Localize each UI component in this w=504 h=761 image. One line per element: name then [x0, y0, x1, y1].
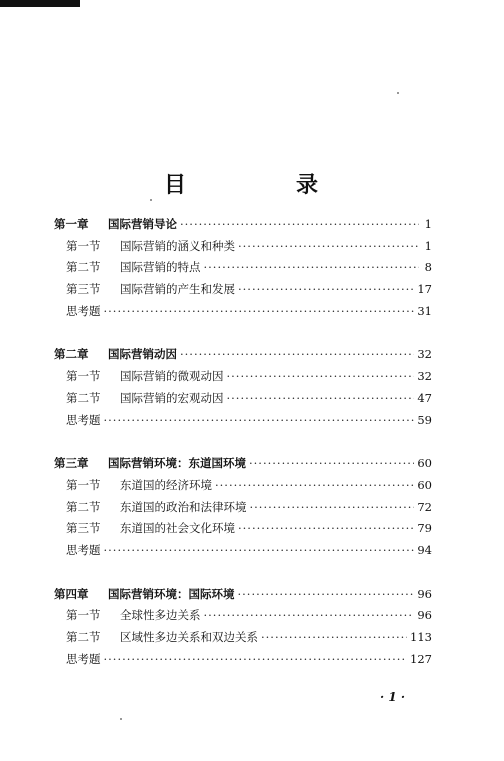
page-number: · 1 ·	[380, 690, 406, 704]
section-number: 思考题	[66, 412, 101, 427]
toc-section-row[interactable]	[54, 279, 432, 301]
leader-dots	[261, 627, 407, 649]
toc-chapter-row[interactable]	[54, 453, 432, 475]
leader-dots	[104, 649, 408, 671]
leader-dots	[238, 584, 415, 606]
leader-dots	[238, 279, 414, 301]
section-number: 第三节	[66, 282, 101, 297]
leader-dots	[249, 453, 414, 475]
section-number: 思考题	[66, 542, 101, 557]
section-title: 国际营销的微观动因	[120, 369, 224, 384]
section-page: 59	[417, 412, 432, 427]
section-page: 31	[417, 303, 432, 318]
chapter-title: 国际营销环境：东道国环境	[108, 456, 246, 471]
toc-section-row[interactable]	[54, 605, 432, 627]
section-title: 区域性多边关系和双边关系	[120, 630, 258, 644]
chapter-number: 第三章	[54, 456, 89, 471]
table-of-contents	[54, 214, 432, 670]
section-number: 第二节	[66, 390, 101, 405]
leader-dots	[104, 540, 415, 562]
section-number: 第一节	[66, 369, 101, 384]
section-title: 国际营销的宏观动因	[120, 390, 224, 405]
leader-dots	[238, 518, 414, 540]
leader-dots	[104, 301, 415, 323]
toc-section-row[interactable]	[54, 540, 432, 562]
toc-section-row[interactable]	[54, 366, 432, 388]
toc-chapter-row[interactable]	[54, 214, 432, 236]
chapter-page: 1	[424, 217, 432, 231]
section-page: 94	[417, 542, 432, 557]
paper-speck	[397, 92, 399, 94]
section-number: 第二节	[66, 499, 101, 514]
chapter-number: 第二章	[54, 347, 89, 362]
toc-section-row[interactable]	[54, 475, 432, 497]
leader-dots	[180, 214, 419, 236]
section-number: 第二节	[66, 260, 101, 275]
leader-dots	[180, 344, 414, 366]
chapter-spacer	[54, 562, 432, 584]
leader-dots	[238, 236, 419, 258]
toc-chapter-row[interactable]	[54, 584, 432, 606]
chapter-page: 96	[417, 586, 432, 601]
toc-section-row[interactable]	[54, 388, 432, 410]
section-page: 60	[417, 477, 432, 492]
section-title: 东道国的社会文化环境	[120, 521, 235, 536]
section-number: 第一节	[66, 608, 101, 623]
section-number: 第一节	[66, 477, 101, 492]
section-page: 96	[417, 608, 432, 623]
paper-speck	[120, 718, 122, 720]
leader-dots	[104, 410, 415, 432]
page-title: 目 录	[163, 172, 362, 198]
section-number: 思考题	[66, 651, 101, 666]
section-number: 第一节	[66, 238, 101, 253]
toc-section-row[interactable]	[54, 257, 432, 279]
leader-dots	[250, 497, 415, 519]
toc-chapter-row[interactable]	[54, 344, 432, 366]
section-page: 47	[417, 390, 432, 405]
leader-dots	[204, 257, 420, 279]
section-number: 第三节	[66, 521, 101, 536]
toc-section-row[interactable]	[54, 497, 432, 519]
section-number: 第二节	[66, 630, 101, 644]
chapter-title: 国际营销导论	[108, 217, 177, 231]
paper-speck	[150, 199, 152, 201]
leader-dots	[204, 605, 415, 627]
section-number: 思考题	[66, 303, 101, 318]
chapter-number: 第四章	[54, 586, 89, 601]
section-title: 东道国的经济环境	[120, 477, 212, 492]
section-page: 32	[417, 369, 432, 384]
top-edge-mark	[0, 0, 80, 7]
section-page: 79	[417, 521, 432, 536]
toc-section-row[interactable]	[54, 301, 432, 323]
section-title: 国际营销的涵义和种类	[120, 238, 235, 253]
chapter-spacer	[54, 322, 432, 344]
section-page: 17	[417, 282, 432, 297]
leader-dots	[215, 475, 414, 497]
section-page: 8	[424, 260, 432, 275]
chapter-title: 国际营销动因	[108, 347, 177, 362]
leader-dots	[227, 388, 415, 410]
section-page: 127	[410, 651, 432, 666]
section-page: 72	[417, 499, 432, 514]
chapter-title: 国际营销环境：国际环境	[108, 586, 235, 601]
toc-section-row[interactable]	[54, 518, 432, 540]
toc-section-row[interactable]	[54, 410, 432, 432]
chapter-number: 第一章	[54, 217, 89, 231]
toc-section-row[interactable]	[54, 649, 432, 671]
section-title: 国际营销的特点	[120, 260, 201, 275]
section-title: 全球性多边关系	[120, 608, 201, 623]
chapter-page: 60	[417, 456, 432, 471]
chapter-spacer	[54, 431, 432, 453]
toc-section-row[interactable]	[54, 627, 432, 649]
chapter-page: 32	[417, 347, 432, 362]
section-title: 国际营销的产生和发展	[120, 282, 235, 297]
section-title: 东道国的政治和法律环境	[120, 499, 247, 514]
section-page: 113	[410, 630, 432, 644]
leader-dots	[227, 366, 415, 388]
toc-section-row[interactable]	[54, 236, 432, 258]
section-page: 1	[424, 238, 432, 253]
